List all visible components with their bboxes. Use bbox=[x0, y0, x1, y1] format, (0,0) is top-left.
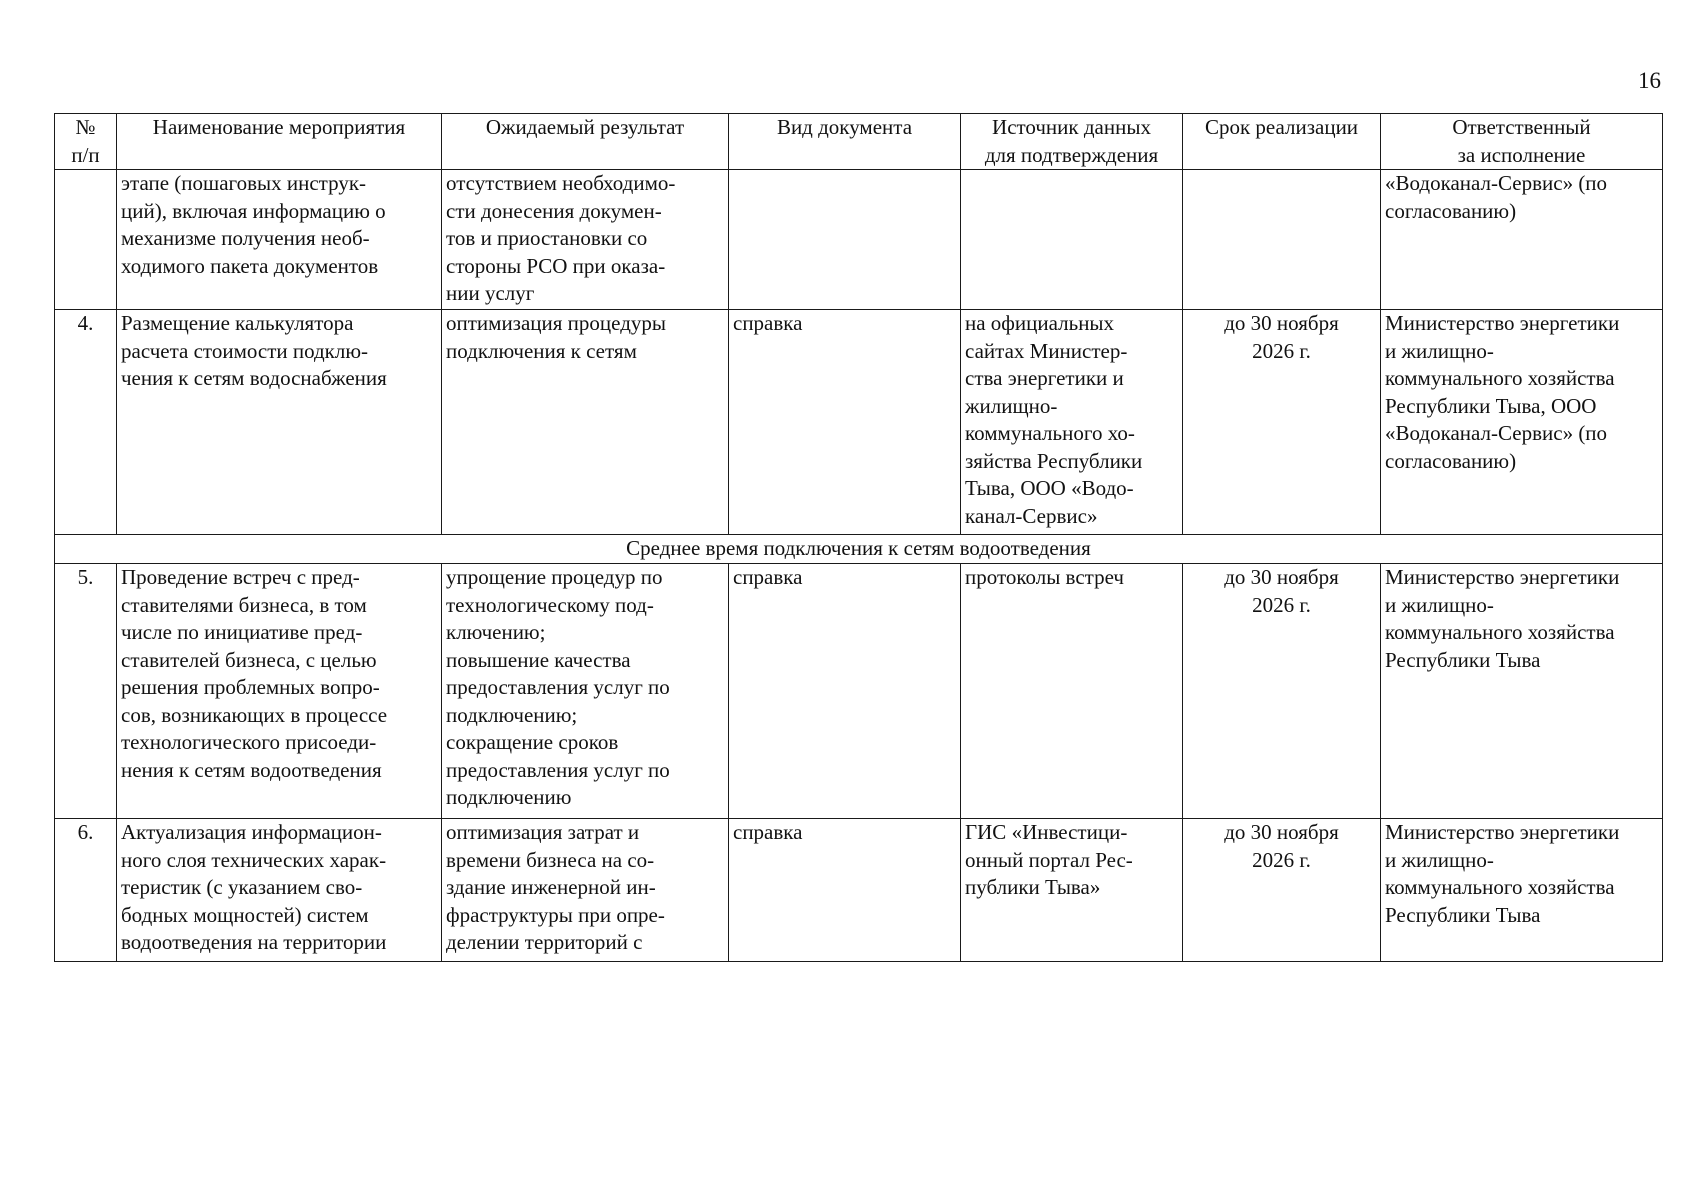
row-result: упрощение процедур по технологическому под- ключению; повышение качества предоставления услуг по подключению; сокращение сроков предоставления услуг по подключению bbox=[442, 564, 729, 819]
row-name: Размещение калькулятора расчета стоимости подклю- чения к сетям водоснабжения bbox=[117, 310, 442, 535]
row-responsible: «Водоканал-Сервис» (по согласованию) bbox=[1381, 170, 1663, 310]
table-header bbox=[55, 114, 1663, 170]
row-responsible: Министерство энергетики и жилищно- коммунального хозяйства Республики Тыва, ООО «Водоканал-Сервис» (по согласованию) bbox=[1381, 310, 1663, 535]
table-row bbox=[55, 564, 1663, 819]
row-result: оптимизация затрат и времени бизнеса на со- здание инженерной ин- фраструктуры при опре- делении территорий с bbox=[442, 819, 729, 962]
row-num: 5. bbox=[55, 564, 117, 819]
header-result: Ожидаемый результат bbox=[442, 114, 729, 170]
row-doc: справка bbox=[729, 310, 961, 535]
row-source: на официальных сайтах Министер- ства энергетики и жилищно- коммунального хо- зяйства Республики Тыва, ООО «Водо- канал-Сервис» bbox=[961, 310, 1183, 535]
row-deadline: до 30 ноября 2026 г. bbox=[1183, 564, 1381, 819]
row-doc: справка bbox=[729, 564, 961, 819]
header-name: Наименование мероприятия bbox=[117, 114, 442, 170]
row-responsible: Министерство энергетики и жилищно- коммунального хозяйства Республики Тыва bbox=[1381, 819, 1663, 962]
row-result: оптимизация процедуры подключения к сетям bbox=[442, 310, 729, 535]
section-row bbox=[55, 535, 1663, 564]
header-row bbox=[55, 114, 1663, 170]
row-num: 6. bbox=[55, 819, 117, 962]
row-name: Проведение встреч с пред- ставителями бизнеса, в том числе по инициативе пред- ставителей бизнеса, с целью решения проблемных вопро- сов, возникающих в процессе технологического присоеди- нения к сетям водоотведения bbox=[117, 564, 442, 819]
header-source: Источник данных для подтверждения bbox=[961, 114, 1183, 170]
row-name: этапе (пошаговых инструк- ций), включая информацию о механизме получения необ- ходимого пакета документов bbox=[117, 170, 442, 310]
header-num: № п/п bbox=[55, 114, 117, 170]
row-source: протоколы встреч bbox=[961, 564, 1183, 819]
table-row bbox=[55, 310, 1663, 535]
measures-table bbox=[54, 113, 1663, 962]
section-title: Среднее время подключения к сетям водоотведения bbox=[55, 535, 1663, 564]
table-row bbox=[55, 819, 1663, 962]
header-deadline: Срок реализации bbox=[1183, 114, 1381, 170]
row-deadline: до 30 ноября 2026 г. bbox=[1183, 310, 1381, 535]
row-result: отсутствием необходимо- сти донесения докумен- тов и приостановки со стороны РСО при оказа- нии услуг bbox=[442, 170, 729, 310]
row-name: Актуализация информацион- ного слоя технических харак- теристик (с указанием сво- бодных мощностей) систем водоотведения на территории bbox=[117, 819, 442, 962]
row-deadline bbox=[1183, 170, 1381, 310]
row-source: ГИС «Инвестици- онный портал Рес- публики Тыва» bbox=[961, 819, 1183, 962]
row-num bbox=[55, 170, 117, 310]
row-deadline: до 30 ноября 2026 г. bbox=[1183, 819, 1381, 962]
row-num: 4. bbox=[55, 310, 117, 535]
row-source bbox=[961, 170, 1183, 310]
page-number: 16 bbox=[1638, 68, 1661, 93]
table-row bbox=[55, 170, 1663, 310]
header-doc: Вид документа bbox=[729, 114, 961, 170]
row-responsible: Министерство энергетики и жилищно- коммунального хозяйства Республики Тыва bbox=[1381, 564, 1663, 819]
row-doc bbox=[729, 170, 961, 310]
row-doc: справка bbox=[729, 819, 961, 962]
header-responsible: Ответственный за исполнение bbox=[1381, 114, 1663, 170]
